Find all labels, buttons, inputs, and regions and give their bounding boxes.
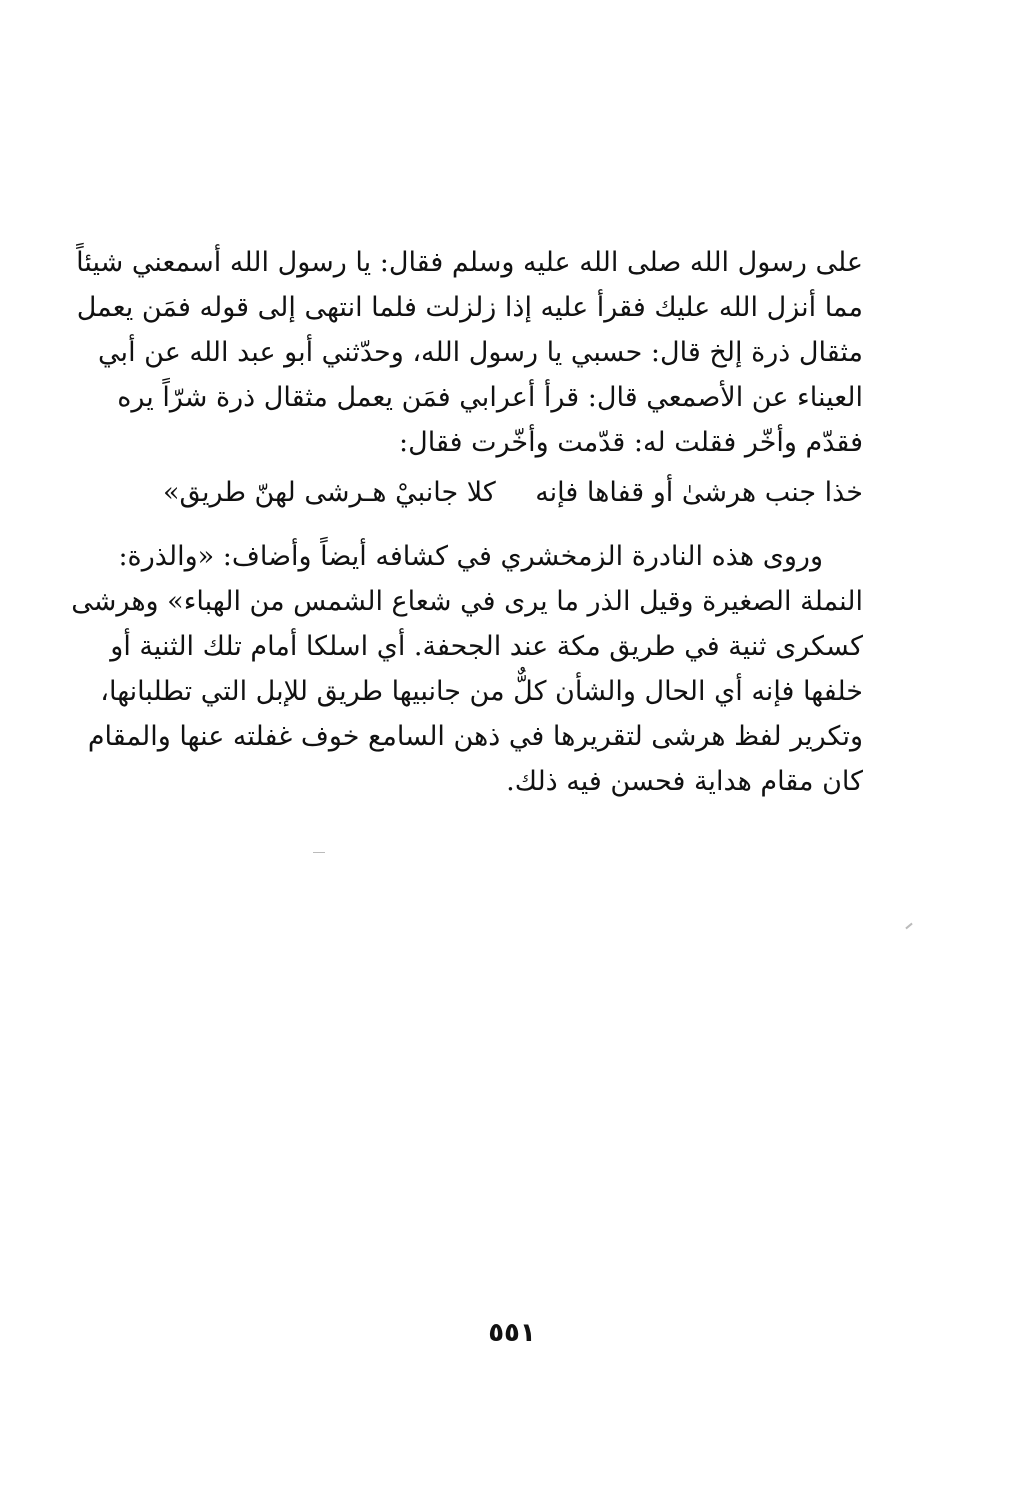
text-line: كان مقام هداية فحسن فيه ذلك.	[506, 766, 863, 797]
text-line: فقدّم وأخّر فقلت له: قدّمت وأخّرت فقال:	[399, 427, 863, 458]
text-line: وتكرير لفظ هرشى لتقريرها في ذهن السامع خوف غفلته عنها والمقام	[87, 721, 863, 752]
text-line: العيناء عن الأصمعي قال: قرأ أعرابي فمَن يعمل مثقال ذرة شرّاً يره	[117, 382, 863, 413]
text-line: كسكرى ثنية في طريق مكة عند الجحفة. أي اسلكا أمام تلك الثنية أو	[110, 631, 863, 662]
text-line: مثقال ذرة إلخ قال: حسبي يا رسول الله، وحدّثني أبو عبد الله عن أبي	[98, 337, 863, 368]
poetry-verse	[163, 470, 863, 516]
scan-speck	[905, 923, 912, 930]
paragraph-commentary	[71, 534, 863, 804]
text-line: وروى هذه النادرة الزمخشري في كشافه أيضاً وأضاف: «والذرة:	[118, 541, 823, 572]
text-line: على رسول الله صلى الله عليه وسلم فقال: يا رسول الله أسمعني شيئاً	[76, 247, 863, 278]
verse-first-hemistich: خذا جنب هرشىٰ أو قفاها فإنه	[535, 477, 863, 508]
text-line: خلفها فإنه أي الحال والشأن كلٌّ من جانبيها طريق للإبل التي تطلبانها،	[100, 676, 863, 707]
paragraph-narration	[76, 240, 863, 465]
verse-second-hemistich: كلا جانبيْ هـرشى لهنّ طريق»	[163, 477, 496, 508]
scan-speck	[313, 852, 325, 853]
page-number: ٥٥١	[488, 1318, 536, 1348]
text-line: مما أنزل الله عليك فقرأ عليه إذا زلزلت فلما انتهى إلى قوله فمَن يعمل	[76, 292, 863, 323]
text-line-indented	[118, 534, 863, 579]
text-line: النملة الصغيرة وقيل الذر ما يرى في شعاع الشمس من الهباء» وهرشى	[71, 586, 863, 617]
